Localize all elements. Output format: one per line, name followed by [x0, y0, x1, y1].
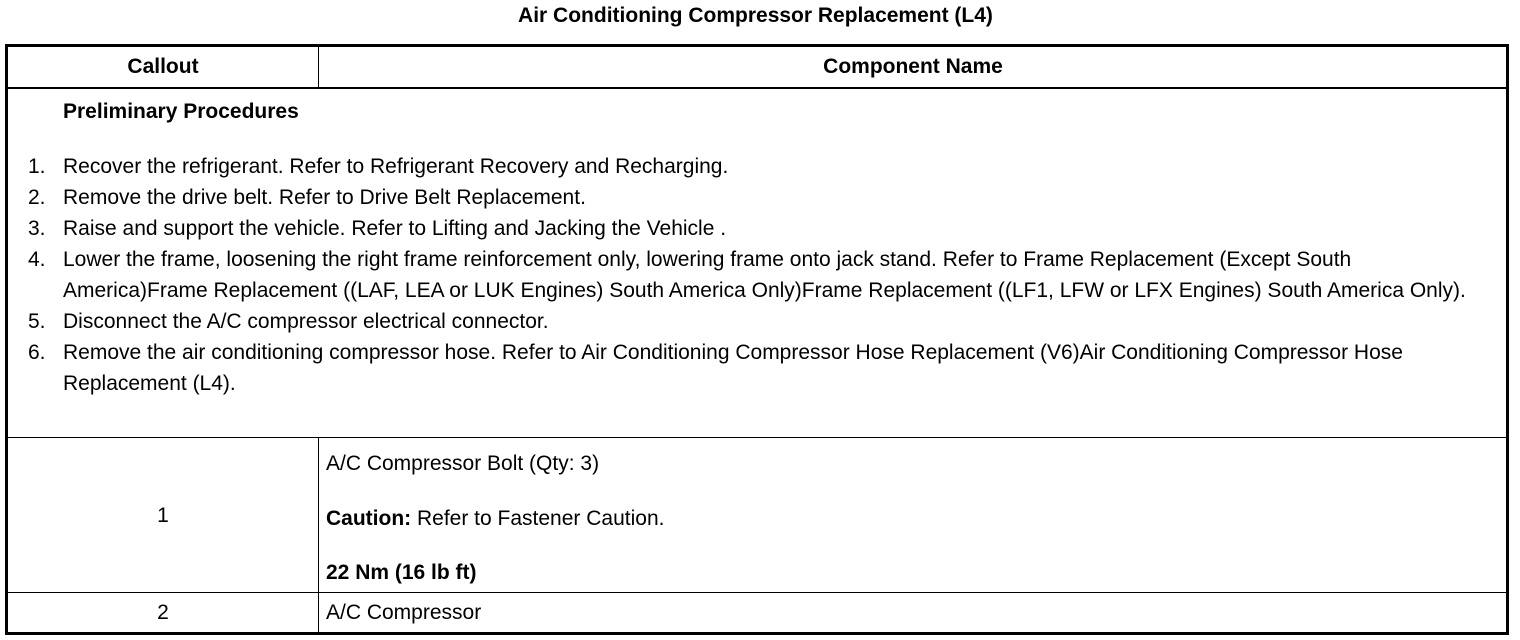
- list-item: 5. Disconnect the A/C compressor electrical connector.: [28, 310, 549, 333]
- row-column-divider: [318, 438, 319, 632]
- list-item: 3. Raise and support the vehicle. Refer to Lifting and Jacking the Vehicle .: [28, 217, 727, 240]
- list-item: 6. Remove the air conditioning compressor hose. Refer to Air Conditioning Compressor Hose Replacement (V6)Air Conditioning Compressor Hose Replacement (L4).: [28, 341, 1403, 395]
- callout-column-header: Callout: [127, 55, 199, 78]
- step-text: Raise and support the vehicle. Refer to Lifting and Jacking the Vehicle .: [63, 217, 727, 240]
- page-title: Air Conditioning Compressor Replacement (L4): [518, 4, 993, 27]
- component-name-column-header: Component Name: [823, 55, 1003, 78]
- step-text: Disconnect the A/C compressor electrical connector.: [63, 310, 549, 333]
- caution-label: Caution:: [326, 507, 412, 530]
- list-item: 2. Remove the drive belt. Refer to Drive Belt Replacement.: [28, 186, 586, 209]
- list-item: 4. Lower the frame, loosening the right frame reinforcement only, lowering frame onto jack stand. Refer to Frame Replacement (Except South America)Frame Replacement ((LAF, LEA or LUK Engines) South America Only)Frame Replacement ((LF1, LFW or LFX Engines) South America Only).: [28, 248, 1466, 302]
- header-divider: [8, 87, 1506, 89]
- callout-cell: 1: [157, 504, 169, 527]
- row-divider: [8, 592, 1506, 593]
- step-text: Remove the air conditioning compressor hose. Refer to Air Conditioning Compressor Hose Replacement (V6)Air Conditioning Compressor Hose Replacement (L4).: [63, 341, 1403, 395]
- caution-note: [326, 506, 664, 532]
- preliminary-steps-list: [8, 151, 1498, 399]
- header-column-divider: [318, 47, 319, 87]
- torque-spec: 22 Nm (16 lb ft): [326, 561, 477, 584]
- preliminary-divider: [8, 437, 1506, 438]
- caution-text: Refer to Fastener Caution.: [417, 507, 665, 530]
- step-text: Recover the refrigerant. Refer to Refrigerant Recovery and Recharging.: [63, 155, 729, 178]
- procedure-table: [5, 44, 1509, 635]
- preliminary-heading: Preliminary Procedures: [63, 100, 299, 123]
- component-name-cell: A/C Compressor: [326, 601, 482, 624]
- step-text: Lower the frame, loosening the right frame reinforcement only, lowering frame onto jack stand. Refer to Frame Replacement (Except South America)Frame Replacement ((LAF, LEA or LUK Engines) South America Only)Frame Replacement ((LF1, LFW or LFX Engines) South America Only).: [63, 248, 1466, 302]
- component-name-cell: A/C Compressor Bolt (Qty: 3): [326, 452, 600, 475]
- callout-cell: 2: [157, 601, 169, 624]
- step-text: Remove the drive belt. Refer to Drive Belt Replacement.: [63, 186, 586, 209]
- list-item: 1. Recover the refrigerant. Refer to Refrigerant Recovery and Recharging.: [28, 155, 729, 178]
